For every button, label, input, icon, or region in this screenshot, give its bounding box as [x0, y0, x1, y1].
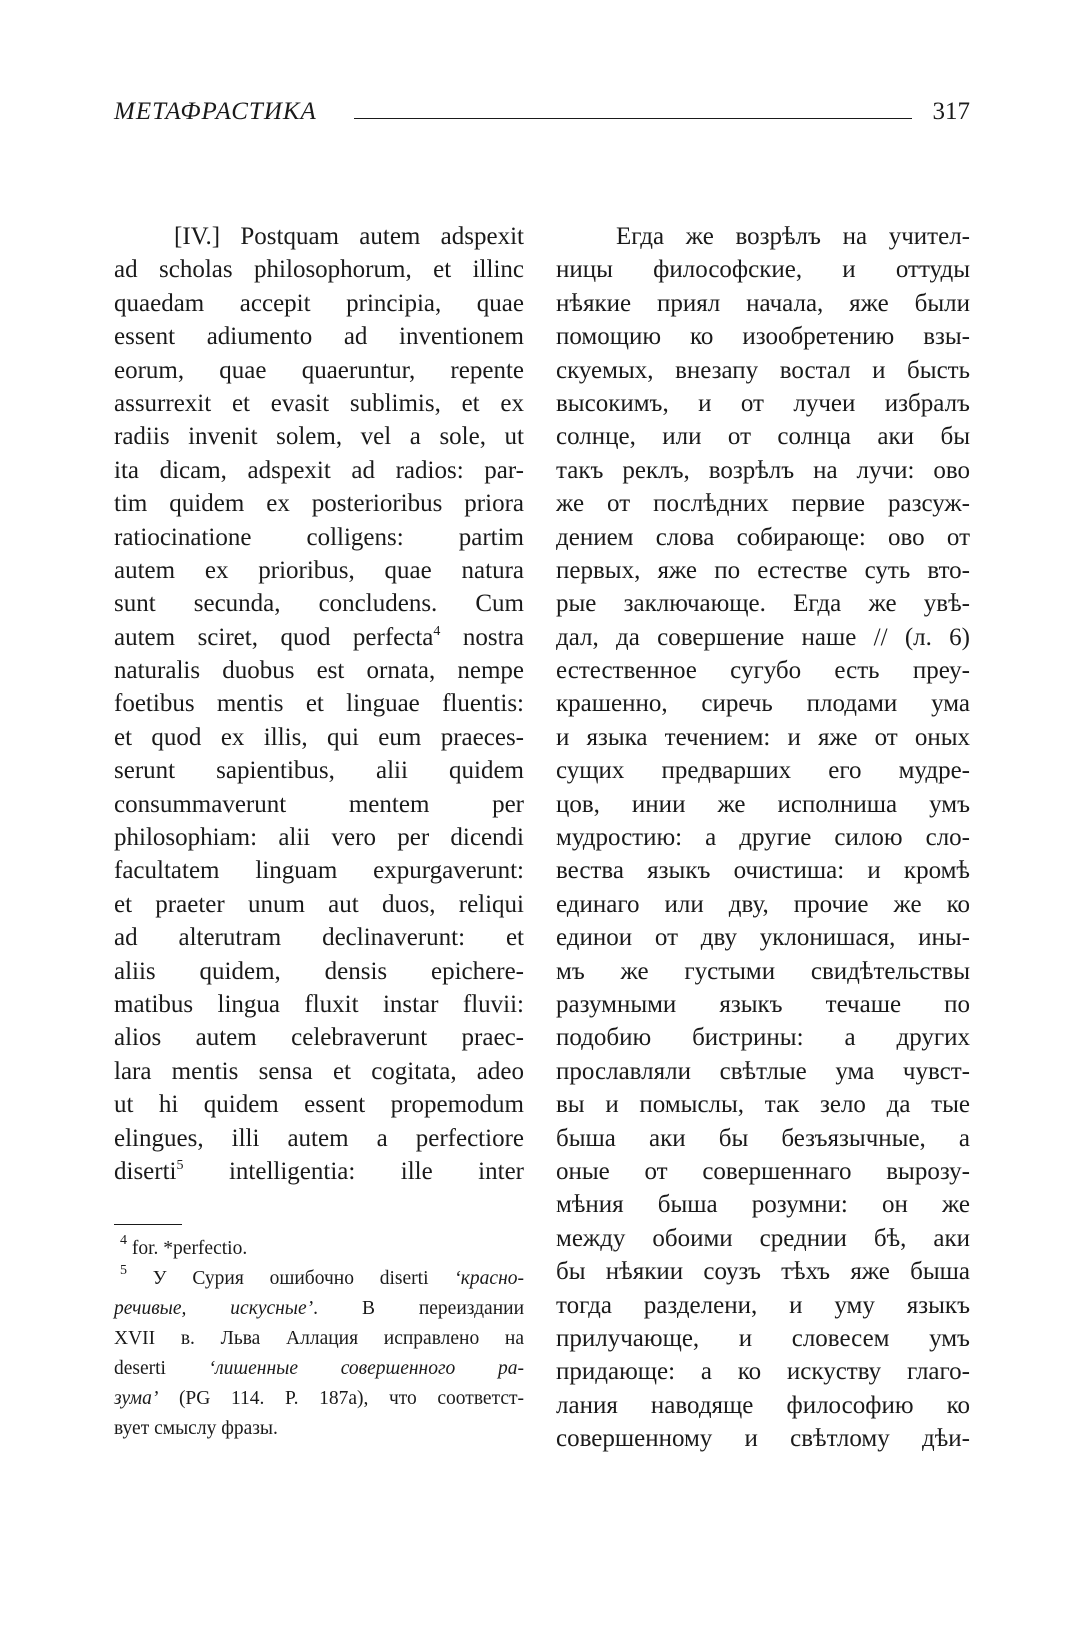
slavonic-line: вы и помыслы, так зело да тые [556, 1091, 970, 1119]
latin-line: foetibus mentis et linguae fluentis: [114, 690, 524, 718]
slavonic-line: и языка течением: и яже от оных [556, 723, 970, 751]
slavonic-line: подобию бистрины: а других [556, 1024, 970, 1052]
footnote-4 [114, 1234, 524, 1264]
running-header [114, 92, 970, 132]
slavonic-line: совершенному и свѣтлому дѣи- [556, 1425, 970, 1453]
latin-line: sunt secunda, concludens. Cum [114, 590, 524, 618]
footnote-ref-5: 5 [176, 1157, 184, 1173]
slavonic-line: сущих предварших его мудре- [556, 757, 970, 785]
slavonic-line: тогда разделени, и уму языкъ [556, 1291, 970, 1319]
footnote-5-text: (PG 114. P. 187a), что соответст- [158, 1388, 524, 1409]
slavonic-line: вества языкъ очистиша: и кромѣ [556, 857, 970, 885]
slavonic-line: между обоими среднии бѣ, аки [556, 1224, 970, 1252]
slavonic-line: солнце, или от солнца аки бы [556, 423, 970, 451]
slavonic-line: быша аки бы безъязычные, а [556, 1124, 970, 1152]
footnote-ref-4: 4 [433, 623, 441, 639]
slavonic-line: цов, инии же исполниша умъ [556, 790, 970, 818]
latin-line: assurrexit et evasit sublimis, et ex [114, 389, 524, 417]
slavonic-line: же от послѣдних первие разсуж- [556, 490, 970, 518]
footnote-5-text: deserti [114, 1358, 209, 1379]
slavonic-line: оные от совершеннаго вырозу- [556, 1157, 970, 1185]
latin-line-tail: intelligentia: ille inter [228, 1157, 524, 1185]
footnote-5-line [114, 1264, 524, 1294]
footnote-5-line [114, 1354, 524, 1384]
footnote-5-gloss: ‘красно- [454, 1268, 524, 1289]
slavonic-line: мудростию: а другие силою сло- [556, 824, 970, 852]
slavonic-line: первых, яже по естестве суть вто- [556, 556, 970, 584]
header-rule [354, 118, 912, 119]
slavonic-line: придающе: а ко искуству глаго- [556, 1358, 970, 1386]
latin-line: [IV.] Postquam autem adspexit [174, 223, 524, 250]
footnotes [114, 1234, 524, 1444]
slavonic-line: прилучающе, и словесем умъ [556, 1324, 970, 1352]
slavonic-line: нѣякие приял начала, яже были [556, 289, 970, 317]
footnote-5-gloss: речивые, искусные’ [114, 1298, 314, 1319]
slavonic-line: естественное сугубо есть преу- [556, 657, 970, 685]
slavonic-line: единои от дву уклонишася, ины- [556, 924, 970, 952]
slavonic-line: Егда же возрѣлъ на учител- [616, 223, 970, 250]
slavonic-line: рые заключающе. Егда же увѣ- [556, 590, 970, 618]
latin-line: elingues, illi autem a perfectiore [114, 1124, 524, 1152]
slavonic-line: мѣния быша розумни: он же [556, 1191, 970, 1219]
footnote-5-mark: 5 [120, 1263, 127, 1278]
latin-line: autem ex prioribus, quae natura [114, 556, 524, 584]
footnote-5-gloss: зума’ [114, 1388, 159, 1409]
latin-line: ad scholas philosophorum, et illinc [114, 256, 524, 284]
slavonic-line: мъ же густыми свидѣтельствы [556, 957, 970, 985]
page-number: 317 [932, 98, 970, 125]
slavonic-line: крашенно, сиречь плодами ума [556, 690, 970, 718]
latin-line-text: diserti [114, 1157, 177, 1185]
footnote-separator [114, 1224, 182, 1225]
footnote-5-line [114, 1384, 524, 1414]
footnote-4-mark: 4 [120, 1233, 127, 1248]
slavonic-line: скуемых, внезапу востал и бысть [556, 356, 970, 384]
latin-line: ad alterutram declinaverunt: et [114, 924, 524, 952]
footnote-5-line: XVII в. Льва Аллация исправлено на [114, 1328, 524, 1349]
latin-line-with-footnote-4 [114, 621, 524, 654]
slavonic-line: ницы философские, и оттуды [556, 256, 970, 284]
latin-line: eorum, quae quaeruntur, repente [114, 356, 524, 384]
footnote-5-text: У Сурия ошибочно diserti [152, 1268, 455, 1289]
footnote-5-gloss: ‘лишенные совершенного ра- [208, 1358, 524, 1379]
slavonic-line: лания наводяще философию ко [556, 1391, 970, 1419]
latin-line: tim quidem ex posterioribus priora [114, 490, 524, 518]
latin-line: matibus lingua fluxit instar fluvii: [114, 990, 524, 1018]
latin-line: ita dicam, adspexit ad radios: par- [114, 456, 524, 484]
slavonic-line: такъ реклъ, возрѣлъ на лучи: ово [556, 456, 970, 484]
latin-line: consummaverunt mentem per [114, 790, 524, 818]
slavonic-line: единаго или дву, прочие же ко [556, 890, 970, 918]
slavonic-text-column [556, 220, 970, 1455]
latin-line: aliis quidem, densis epichere- [114, 957, 524, 985]
footnote-5-line: вует смыслу фразы. [114, 1418, 278, 1439]
latin-line: lara mentis sensa et cogitata, adeo [114, 1057, 524, 1085]
footnote-5-line [114, 1294, 524, 1324]
footnote-5-text: . В переиздании [313, 1298, 524, 1319]
slavonic-line: дением слова собирающе: ово от [556, 523, 970, 551]
latin-line: ratiocinatione colligens: partim [114, 523, 524, 551]
latin-line: alios autem celebraverunt praec- [114, 1024, 524, 1052]
slavonic-line: бы нѣякии соузъ тѣхъ яже быша [556, 1258, 970, 1286]
latin-line: quaedam accepit principia, quae [114, 289, 524, 317]
latin-line-text: autem sciret, quod perfecta [114, 623, 434, 651]
latin-line: facultatem linguam expurgaverunt: [114, 857, 524, 885]
latin-line-with-footnote-5 [114, 1155, 524, 1188]
slavonic-line: высокимъ, и от лучеи избралъ [556, 389, 970, 417]
latin-line: philosophiam: alii vero per dicendi [114, 824, 524, 852]
slavonic-line: разумными языкъ течаше по [556, 990, 970, 1018]
latin-line-tail: nostra [462, 623, 524, 651]
latin-line: essent adiumento ad inventionem [114, 323, 524, 351]
slavonic-line: помощию ко изообретению взы- [556, 323, 970, 351]
latin-text-column [114, 220, 524, 1188]
latin-line: et quod ex illis, qui eum praeces- [114, 723, 524, 751]
running-title: МЕТАФРАСТИКА [114, 98, 317, 125]
latin-line: radiis invenit solem, vel a sole, ut [114, 423, 524, 451]
slavonic-line: дал, да совершение наше // (л. 6) [556, 623, 970, 651]
latin-line: naturalis duobus est ornata, nempe [114, 657, 524, 685]
latin-line: serunt sapientibus, alii quidem [114, 757, 524, 785]
footnote-4-text: for. *perfectio. [131, 1238, 248, 1259]
latin-line: et praeter unum aut duos, reliqui [114, 890, 524, 918]
slavonic-line: прославляли свѣтлые ума чувст- [556, 1057, 970, 1085]
latin-line: ut hi quidem essent propemodum [114, 1091, 524, 1119]
